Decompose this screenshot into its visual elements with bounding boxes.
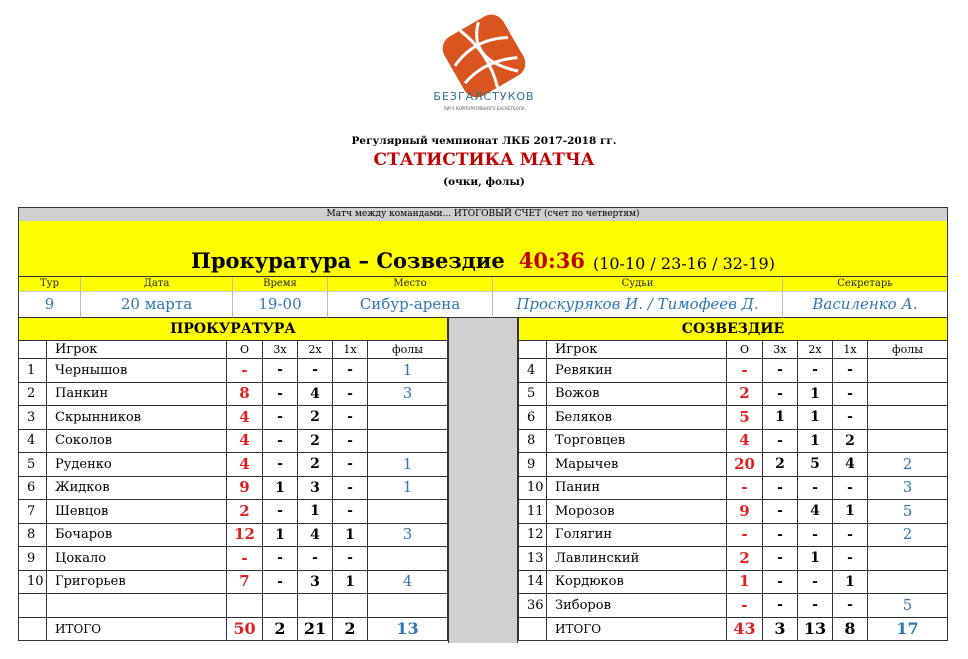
player-one-cell [333, 594, 368, 618]
player-name-cell [47, 594, 227, 618]
player-pts-cell: 4 [227, 406, 263, 430]
player-fouls-cell [868, 406, 948, 430]
player-num-cell: 6 [518, 406, 547, 430]
venue-label: Место [328, 277, 493, 292]
player-num-cell: 8 [518, 430, 547, 454]
player-num-cell: 4 [18, 430, 47, 454]
player-fouls-cell: 2 [868, 453, 948, 477]
total-two-cell: 21 [298, 618, 333, 642]
secretary-label: Секретарь [783, 277, 948, 292]
player-num-cell: 3 [18, 406, 47, 430]
player-three-cell: - [263, 430, 298, 454]
player-pts-cell [227, 594, 263, 618]
player-one-cell: 1 [833, 500, 868, 524]
column-header-two: 2х [298, 341, 333, 359]
player-fouls-cell [868, 430, 948, 454]
player-one-cell: 1 [833, 571, 868, 595]
player-three-cell: - [763, 477, 798, 501]
total-one-cell: 8 [833, 618, 868, 642]
player-name-cell: Лавлинский [547, 547, 727, 571]
total-fouls-cell: 17 [868, 618, 948, 642]
player-two-cell: 1 [798, 430, 833, 454]
total-two-cell: 13 [798, 618, 833, 642]
player-num-cell: 13 [518, 547, 547, 571]
player-pts-cell: 4 [227, 453, 263, 477]
total-pts-cell: 43 [727, 618, 763, 642]
total-num-cell [518, 618, 547, 642]
total-fouls-cell: 13 [368, 618, 448, 642]
player-name-cell: Беляков [547, 406, 727, 430]
player-one-cell: - [833, 524, 868, 548]
player-two-cell: 1 [798, 383, 833, 407]
player-one-cell: - [833, 547, 868, 571]
teams-line: Прокуратура – Созвездие [191, 248, 505, 273]
player-pts-cell: 2 [727, 383, 763, 407]
player-name-cell: Руденко [47, 453, 227, 477]
player-two-cell: 2 [298, 453, 333, 477]
player-three-cell: - [263, 500, 298, 524]
player-two-cell: - [798, 477, 833, 501]
player-name-cell: Морозов [547, 500, 727, 524]
player-fouls-cell [368, 594, 448, 618]
player-three-cell: - [763, 547, 798, 571]
final-score: 40:36 [518, 248, 585, 273]
column-header-pts: О [227, 341, 263, 359]
player-num-cell: 1 [18, 359, 47, 383]
player-two-cell: 3 [298, 571, 333, 595]
player-three-cell: - [763, 430, 798, 454]
player-three-cell: - [763, 383, 798, 407]
player-two-cell: 1 [798, 547, 833, 571]
player-two-cell: 1 [798, 406, 833, 430]
player-name-cell: Панкин [47, 383, 227, 407]
league-logo-subtext: ЛИГА КОРПОРАТИВНОГО БАСКЕТБОЛА [443, 106, 525, 111]
column-header-three: 3х [263, 341, 298, 359]
player-one-cell: - [333, 359, 368, 383]
column-header-num [518, 341, 547, 359]
player-pts-cell: 7 [227, 571, 263, 595]
total-three-cell: 3 [763, 618, 798, 642]
date-label: Дата [81, 277, 233, 292]
player-one-cell: - [833, 359, 868, 383]
player-two-cell [298, 594, 333, 618]
player-name-cell: Соколов [47, 430, 227, 454]
player-pts-cell: - [227, 547, 263, 571]
player-fouls-cell: 3 [368, 524, 448, 548]
player-num-cell: 4 [518, 359, 547, 383]
referees-label: Судьи [493, 277, 783, 292]
player-fouls-cell [368, 406, 448, 430]
player-three-cell: - [263, 383, 298, 407]
player-one-cell: - [833, 406, 868, 430]
player-one-cell: - [333, 383, 368, 407]
player-num-cell: 9 [518, 453, 547, 477]
player-two-cell: 3 [298, 477, 333, 501]
player-pts-cell: 9 [727, 500, 763, 524]
player-name-cell: Бочаров [47, 524, 227, 548]
player-num-cell: 7 [18, 500, 47, 524]
player-three-cell: - [763, 500, 798, 524]
player-pts-cell: 4 [227, 430, 263, 454]
player-num-cell: 11 [518, 500, 547, 524]
player-name-cell: Зиборов [547, 594, 727, 618]
player-one-cell: - [333, 477, 368, 501]
player-two-cell: - [798, 524, 833, 548]
date-value: 20 марта [81, 292, 233, 318]
player-two-cell: - [798, 359, 833, 383]
player-three-cell: - [763, 594, 798, 618]
player-pts-cell: 12 [227, 524, 263, 548]
player-pts-cell: 8 [227, 383, 263, 407]
player-pts-cell: 2 [727, 547, 763, 571]
total-name-cell: ИТОГО [547, 618, 727, 642]
player-one-cell: 1 [333, 524, 368, 548]
player-pts-cell: 20 [727, 453, 763, 477]
total-name-cell: ИТОГО [47, 618, 227, 642]
player-fouls-cell [368, 500, 448, 524]
player-one-cell: - [333, 406, 368, 430]
column-header-fouls: фолы [368, 341, 448, 359]
total-three-cell: 2 [263, 618, 298, 642]
player-num-cell: 2 [18, 383, 47, 407]
player-num-cell: 5 [518, 383, 547, 407]
player-one-cell: 1 [333, 571, 368, 595]
player-num-cell: 6 [18, 477, 47, 501]
referees-value: Проскуряков И. / Тимофеев Д. [493, 292, 783, 318]
player-fouls-cell [868, 571, 948, 595]
player-one-cell: - [333, 453, 368, 477]
player-two-cell: 2 [298, 430, 333, 454]
player-pts-cell: - [727, 524, 763, 548]
player-name-cell: Григорьев [47, 571, 227, 595]
score-line [18, 221, 948, 277]
player-two-cell: 1 [298, 500, 333, 524]
secretary-value: Василенко А. [783, 292, 948, 318]
player-three-cell: - [263, 406, 298, 430]
total-pts-cell: 50 [227, 618, 263, 642]
player-fouls-cell [868, 547, 948, 571]
player-fouls-cell [868, 359, 948, 383]
player-fouls-cell [868, 383, 948, 407]
player-three-cell: - [763, 571, 798, 595]
player-two-cell: - [298, 359, 333, 383]
player-num-cell: 12 [518, 524, 547, 548]
final-score-caption: Матч между командами... ИТОГОВЫЙ СЧЕТ (счет по четвертям) [18, 207, 948, 222]
player-name-cell: Марычев [547, 453, 727, 477]
player-name-cell: Шевцов [47, 500, 227, 524]
player-num-cell: 14 [518, 571, 547, 595]
column-header-three: 3х [763, 341, 798, 359]
player-fouls-cell: 1 [368, 453, 448, 477]
player-three-cell [263, 594, 298, 618]
player-one-cell: - [333, 430, 368, 454]
player-two-cell: - [798, 571, 833, 595]
player-one-cell: 4 [833, 453, 868, 477]
player-pts-cell: 4 [727, 430, 763, 454]
player-fouls-cell: 5 [868, 594, 948, 618]
player-pts-cell: 5 [727, 406, 763, 430]
player-fouls-cell [368, 430, 448, 454]
player-two-cell: 4 [298, 383, 333, 407]
player-three-cell: 1 [263, 477, 298, 501]
player-one-cell: - [833, 383, 868, 407]
page-subtitle: (очки, фолы) [443, 176, 525, 188]
column-header-name: Игрок [47, 341, 227, 359]
player-num-cell: 8 [18, 524, 47, 548]
column-header-fouls: фолы [868, 341, 948, 359]
player-fouls-cell: 1 [368, 477, 448, 501]
player-num-cell: 36 [518, 594, 547, 618]
column-header-num [18, 341, 47, 359]
player-num-cell [18, 594, 47, 618]
player-fouls-cell: 4 [368, 571, 448, 595]
player-three-cell: 2 [763, 453, 798, 477]
player-fouls-cell: 2 [868, 524, 948, 548]
player-pts-cell: - [227, 359, 263, 383]
player-name-cell: Скрынников [47, 406, 227, 430]
player-pts-cell: - [727, 477, 763, 501]
player-one-cell: 2 [833, 430, 868, 454]
player-name-cell: Цокало [47, 547, 227, 571]
player-num-cell: 10 [518, 477, 547, 501]
player-two-cell: - [798, 594, 833, 618]
round-value: 9 [18, 292, 81, 318]
player-one-cell: - [333, 547, 368, 571]
player-name-cell: Голягин [547, 524, 727, 548]
player-two-cell: - [298, 547, 333, 571]
column-header-one: 1х [833, 341, 868, 359]
page-title: СТАТИСТИКА МАТЧА [373, 150, 595, 170]
player-name-cell: Чернышов [47, 359, 227, 383]
player-three-cell: - [763, 359, 798, 383]
quarter-scores: (10-10 / 23-16 / 32-19) [592, 254, 775, 273]
venue-value: Сибур-арена [328, 292, 493, 318]
season-heading: Регулярный чемпионат ЛКБ 2017-2018 гг. [351, 135, 617, 147]
player-name-cell: Ревякин [547, 359, 727, 383]
player-three-cell: - [263, 359, 298, 383]
player-two-cell: 5 [798, 453, 833, 477]
player-three-cell: 1 [263, 524, 298, 548]
player-num-cell: 10 [18, 571, 47, 595]
player-num-cell: 5 [18, 453, 47, 477]
player-fouls-cell: 5 [868, 500, 948, 524]
player-one-cell: - [833, 594, 868, 618]
player-one-cell: - [833, 477, 868, 501]
player-pts-cell: 9 [227, 477, 263, 501]
player-pts-cell: - [727, 594, 763, 618]
league-logo-text: БЕЗГАЛСТУКОВ [433, 90, 535, 103]
column-header-name: Игрок [547, 341, 727, 359]
table-divider [448, 318, 518, 643]
player-three-cell: 1 [763, 406, 798, 430]
total-one-cell: 2 [333, 618, 368, 642]
player-fouls-cell [368, 547, 448, 571]
match-sheet [18, 207, 948, 643]
player-three-cell: - [263, 453, 298, 477]
player-name-cell: Кордюков [547, 571, 727, 595]
team-right-name: СОЗВЕЗДИЕ [518, 318, 948, 341]
player-two-cell: 4 [298, 524, 333, 548]
team-left-name: ПРОКУРАТУРА [18, 318, 448, 341]
player-one-cell: - [333, 500, 368, 524]
player-two-cell: 4 [798, 500, 833, 524]
total-num-cell [18, 618, 47, 642]
player-pts-cell: - [727, 359, 763, 383]
column-header-pts: О [727, 341, 763, 359]
time-value: 19-00 [233, 292, 328, 318]
player-name-cell: Панин [547, 477, 727, 501]
player-fouls-cell: 3 [368, 383, 448, 407]
player-pts-cell: 2 [227, 500, 263, 524]
player-name-cell: Жидков [47, 477, 227, 501]
player-name-cell: Торговцев [547, 430, 727, 454]
column-header-two: 2х [798, 341, 833, 359]
time-label: Время [233, 277, 328, 292]
player-three-cell: - [263, 547, 298, 571]
player-num-cell: 9 [18, 547, 47, 571]
player-two-cell: 2 [298, 406, 333, 430]
player-name-cell: Вожов [547, 383, 727, 407]
player-fouls-cell: 1 [368, 359, 448, 383]
player-three-cell: - [263, 571, 298, 595]
round-label: Тур [18, 277, 81, 292]
column-header-one: 1х [333, 341, 368, 359]
player-fouls-cell: 3 [868, 477, 948, 501]
player-three-cell: - [763, 524, 798, 548]
player-pts-cell: 1 [727, 571, 763, 595]
